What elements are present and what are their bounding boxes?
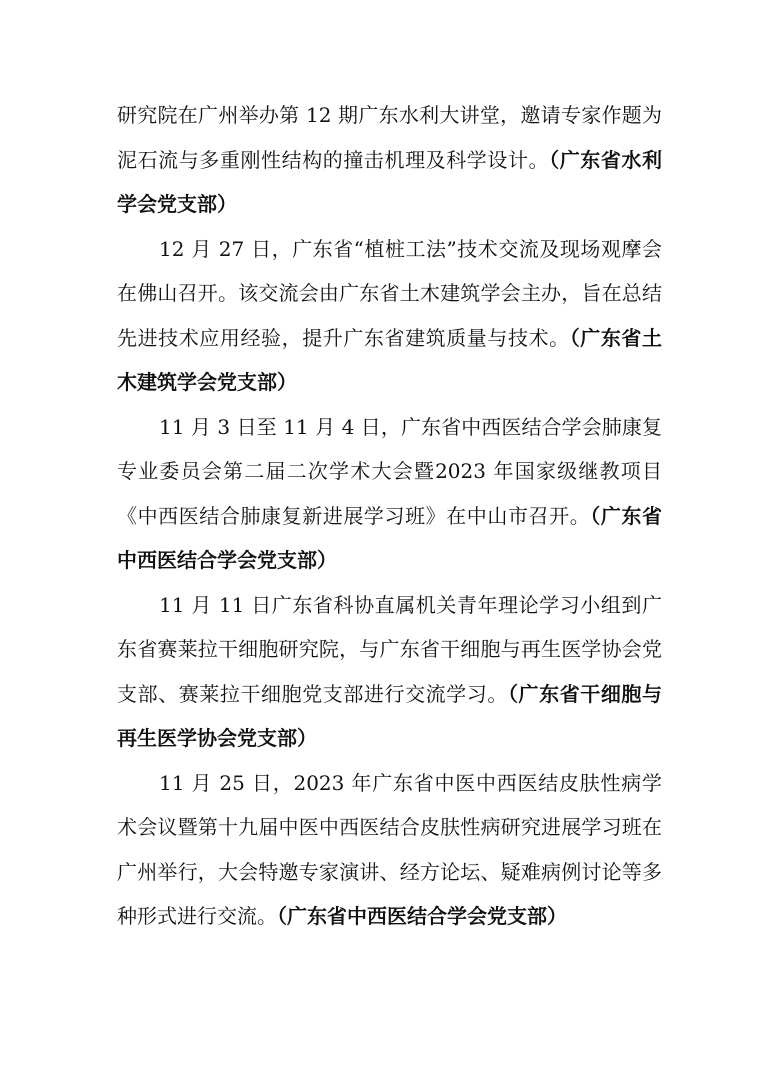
paragraph-text: 11 月 25 日，2023 年广东省中医中西医结皮肤性病学术会议暨第十九届中医中西医结合皮肤性病研究进展学习班在广州举行，大会特邀专家演讲、经方论坛、疑难病例讨论等多种形式进行交流。 <box>117 770 662 928</box>
paragraph-text: 11 月 11 日广东省科协直属机关青年理论学习小组到广东省赛莱拉干细胞研究院，与广东省干细胞与再生医学协会党支部、赛莱拉干细胞党支部进行交流学习。 <box>117 592 662 706</box>
paragraph-text: 11 月 3 日至 11 月 4 日，广东省中西医结合学会肺康复专业委员会第二届二次学术大会暨2023 年国家级继教项目《中西医结合肺康复新进展学习班》在中山市召开。 <box>117 414 662 528</box>
paragraph-lung-rehab <box>117 405 662 583</box>
paragraph-source: （广东省水利学会党支部） <box>117 147 663 216</box>
paragraph-source: （广东省中西医结合学会党支部） <box>277 904 567 928</box>
paragraph-source: （广东省土木建筑学会党支部） <box>117 325 663 394</box>
paragraph-dermatology <box>117 761 662 939</box>
paragraph-text: 研究院在广州举办第 12 期广东水利大讲堂，邀请专家作题为泥石流与多重刚性结构的撞击机理及科学设计。 <box>117 103 662 172</box>
paragraph-source: （广东省中西医结合学会党支部） <box>117 503 663 572</box>
paragraph-source: （广东省干细胞与再生医学协会党支部） <box>117 681 663 750</box>
paragraph-text: 12 月 27 日，广东省“植桩工法”技术交流及现场观摩会在佛山召开。该交流会由广东省土木建筑学会主办，旨在总结先进技术应用经验，提升广东省建筑质量与技术。 <box>117 236 662 350</box>
paragraph-water-lecture <box>117 93 662 227</box>
document-body <box>117 93 662 939</box>
paragraph-stem-cell <box>117 583 662 761</box>
paragraph-pile-method <box>117 227 662 405</box>
